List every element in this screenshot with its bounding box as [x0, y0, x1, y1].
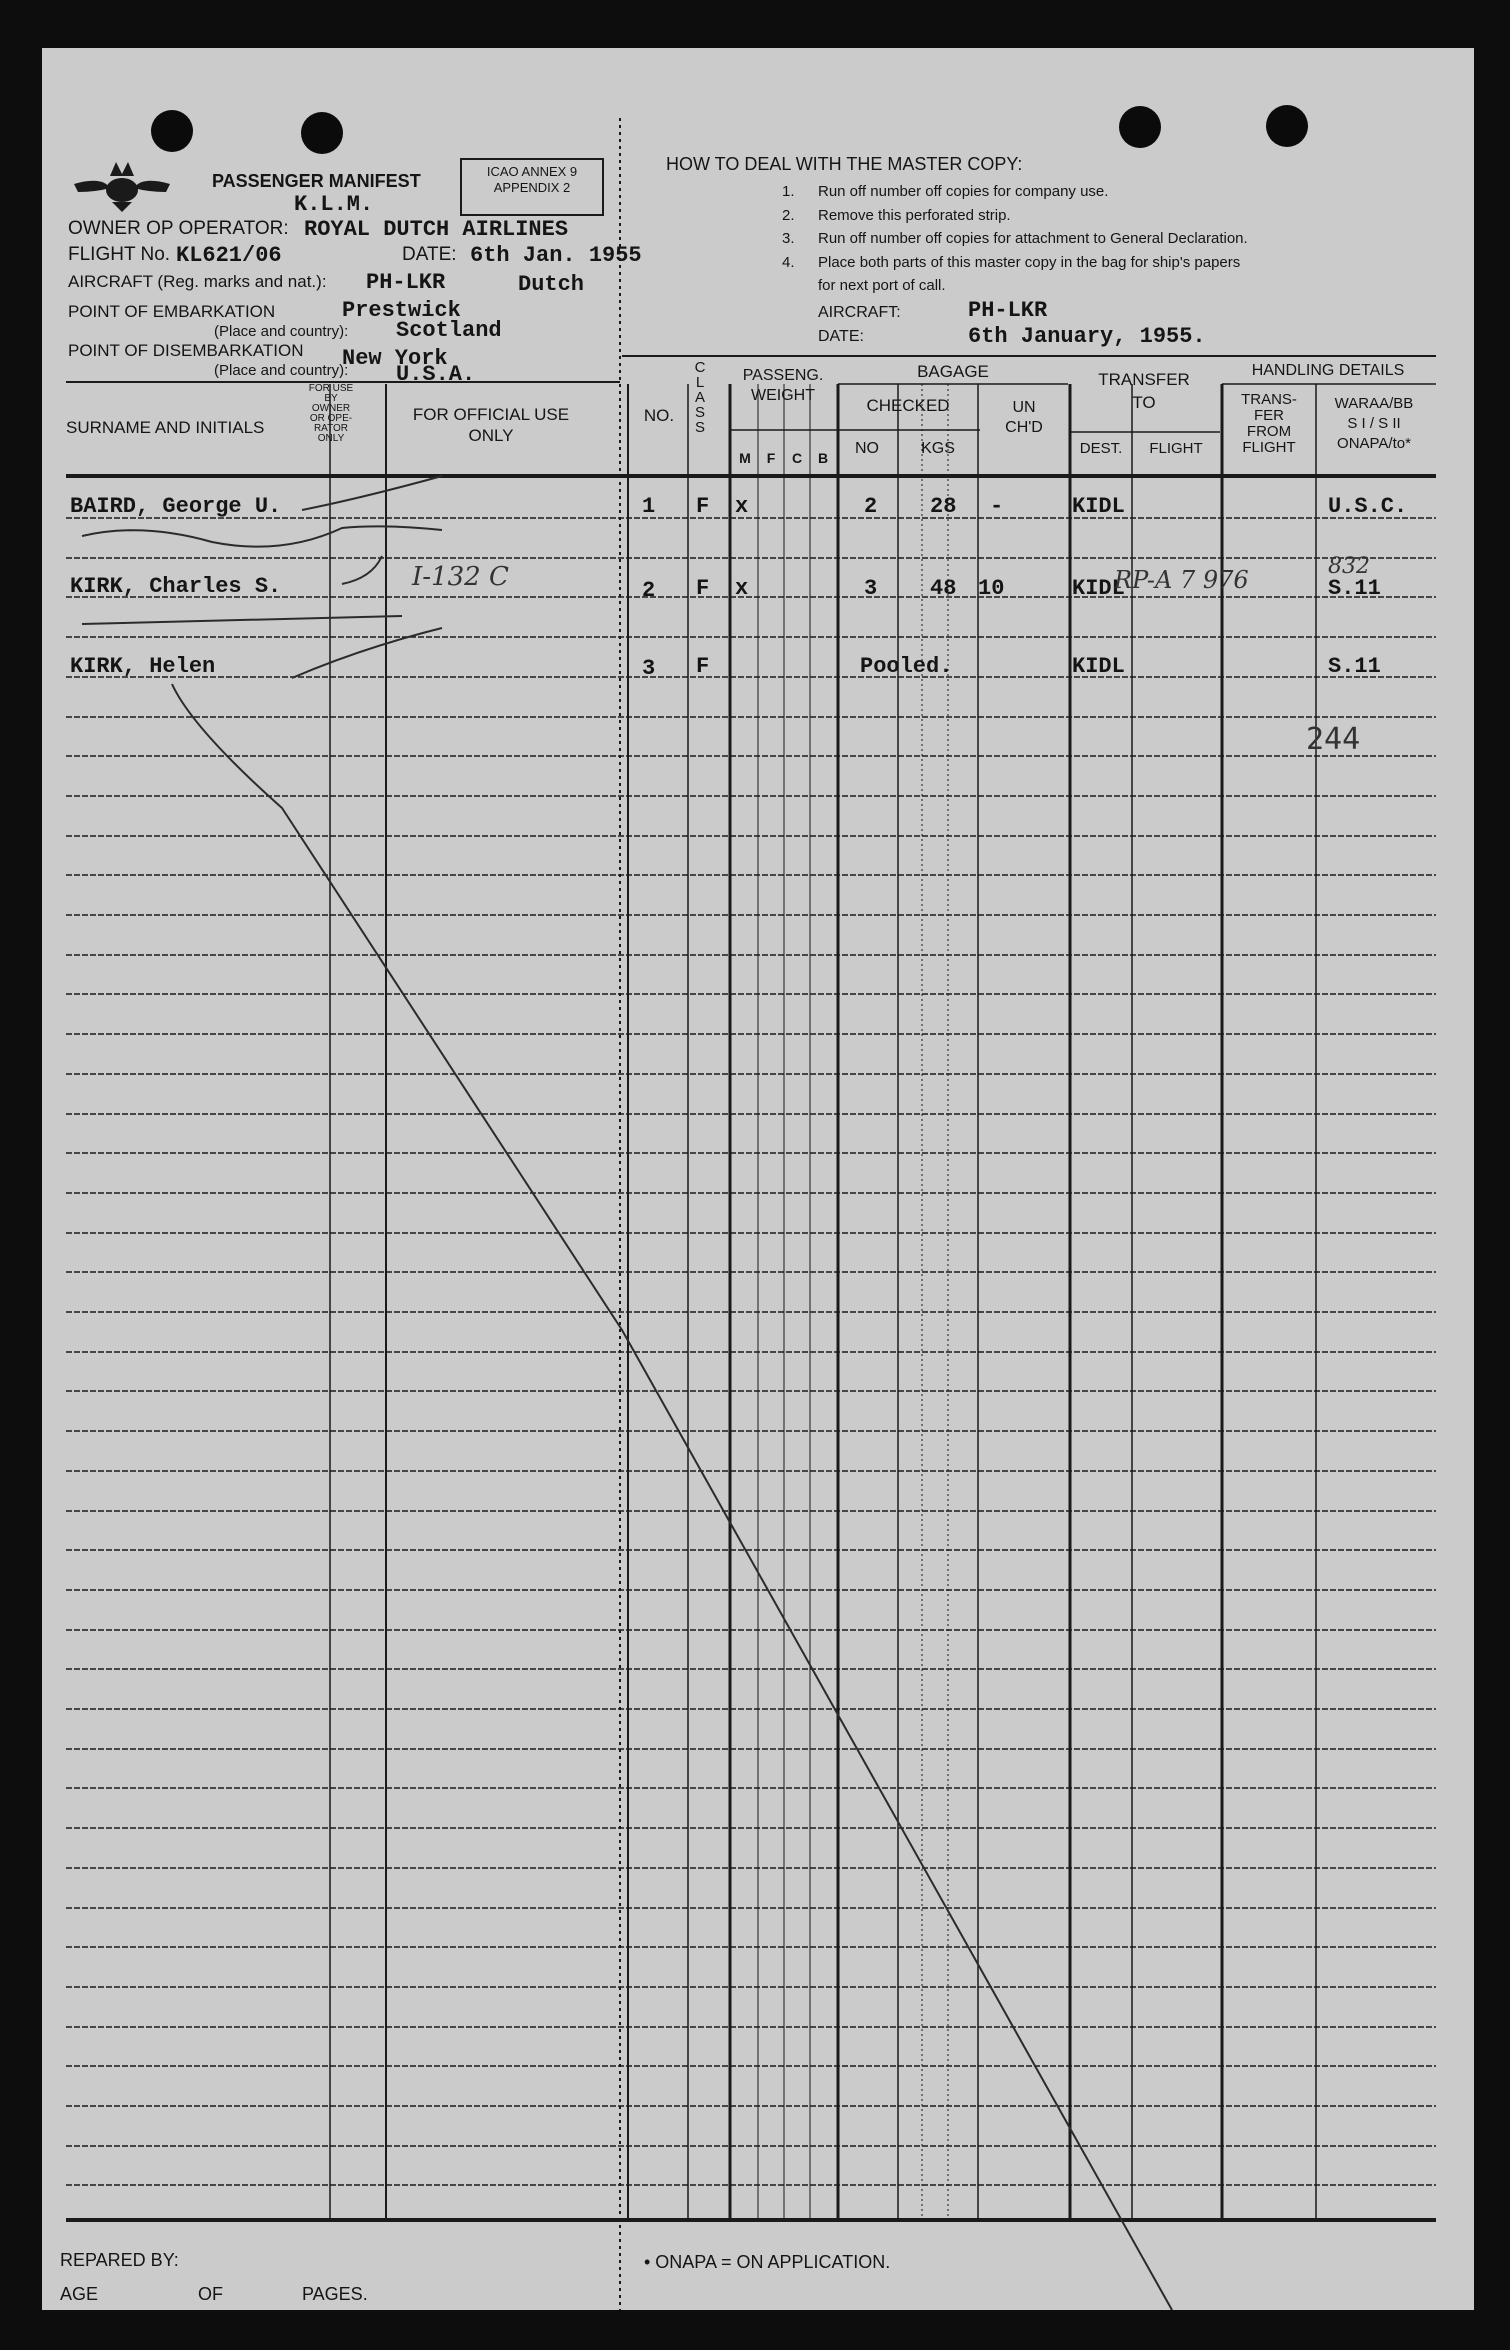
row1-name: BAIRD, George U. [70, 494, 282, 519]
col-waraa: WARAA/BB S I / S II ONAPA/to* [1334, 395, 1414, 452]
embark-value: Prestwick [342, 298, 461, 323]
pencil-check-mark [342, 556, 382, 584]
row3-name: KIRK, Helen [70, 654, 216, 679]
embark-label: POINT OF EMBARKATION [68, 302, 276, 321]
row1-weight: x [735, 494, 749, 519]
row1-kgs: 28 [930, 494, 957, 519]
instruction-item: 4. Place both parts of this master copy in the bag for ship's papers [782, 253, 1241, 271]
icao-box: ICAO ANNEX 9 APPENDIX 2 [460, 158, 604, 216]
col-bagage: BAGAGE [917, 362, 989, 381]
instr-aircraft-value: PH-LKR [968, 298, 1048, 323]
manifest-title: PASSENGER MANIFEST [212, 171, 421, 191]
instr-date-label: DATE: [818, 328, 864, 345]
col-passeng-weight: PASSENG. WEIGHT [742, 367, 824, 404]
row2-handling-top: 832 [1328, 554, 1370, 579]
row2-no: 2 [642, 578, 656, 603]
pencil-check-mark [302, 476, 442, 510]
date-label: DATE: [402, 244, 457, 265]
pencil-underline [82, 526, 442, 546]
row3-dest: KIDL [1072, 654, 1125, 679]
col-unchd: UN CH'D [1005, 399, 1043, 436]
row2-weight: x [735, 576, 749, 601]
place-country-label-2: (Place and country): [214, 362, 349, 379]
airline-abbrev: K.L.M. [294, 192, 374, 217]
row2-class: F [696, 576, 710, 601]
col-flight: FLIGHT [1149, 440, 1203, 457]
prepared-by: REPARED BY: [60, 2250, 179, 2270]
instructions-title: HOW TO DEAL WITH THE MASTER COPY: [666, 154, 1023, 174]
row2-kgs: 48 [930, 576, 957, 601]
col-for-use: FOR USE BY OWNER OR OPE- RATOR ONLY [308, 383, 354, 444]
row3-handling: S.11 [1328, 654, 1381, 679]
instr-aircraft-label: AIRCRAFT: [818, 304, 901, 321]
owner-value: ROYAL DUTCH AIRLINES [304, 217, 569, 242]
row1-no: 1 [642, 494, 656, 519]
pencil-underline [82, 616, 402, 624]
col-dest: DEST. [1079, 440, 1123, 457]
col-checked-no: NO [855, 440, 879, 457]
flight-value: KL621/06 [176, 243, 282, 268]
date-value: 6th Jan. 1955 [470, 243, 642, 268]
pencil-check-mark [292, 628, 442, 678]
col-surname: SURNAME AND INITIALS [66, 418, 265, 437]
of-label: OF [198, 2284, 223, 2304]
col-no: NO. [643, 406, 675, 425]
row3-no: 3 [642, 656, 656, 681]
row2-official: I-132 C [412, 562, 509, 592]
instruction-item-cont: for next port of call. [818, 277, 946, 294]
disembark-label: POINT OF DISEMBARKATION [68, 341, 304, 360]
col-handling: HANDLING DETAILS [1251, 362, 1405, 379]
row1-bag-no: 2 [864, 494, 878, 519]
row1-class: F [696, 494, 710, 519]
row3-class: F [696, 654, 710, 679]
row2-handling: S.11 [1328, 576, 1381, 601]
col-transfer: TRANSFER TO [1098, 370, 1190, 412]
instructions-list [782, 180, 1442, 298]
col-weight-sub: M F C B [739, 450, 829, 466]
col-transfer-from: TRANS- FER FROM FLIGHT [1241, 391, 1297, 456]
aircraft-reg: PH-LKR [366, 270, 446, 295]
row2-dest: KIDL [1072, 576, 1125, 601]
row2-bag-no: 3 [864, 576, 878, 601]
row1-handling: U.S.C. [1328, 494, 1408, 519]
aircraft-label: AIRCRAFT (Reg. marks and nat.): [68, 272, 327, 291]
col-checked: CHECKED [866, 396, 950, 415]
row2-unchd: 10 [978, 576, 1005, 601]
owner-label: OWNER OP OPERATOR: [68, 218, 289, 239]
pages-label: PAGES. [302, 2284, 368, 2304]
col-checked-kgs: KGS [921, 440, 955, 457]
klm-crown-logo [72, 158, 172, 218]
row1-dest: KIDL [1072, 494, 1125, 519]
row3-pooled: Pooled. [860, 654, 953, 679]
instruction-item: 1. Run off number off copies for company use. [782, 183, 1109, 200]
row1-unchd: - [990, 494, 1004, 519]
place-country-label: (Place and country): [214, 323, 349, 340]
flight-label: FLIGHT No. [68, 244, 171, 265]
col-official: FOR OFFICIAL USE ONLY [412, 405, 570, 445]
instr-date-value: 6th January, 1955. [968, 324, 1206, 349]
extra-number: 244 [1306, 722, 1361, 757]
row2-name: KIRK, Charles S. [70, 574, 282, 599]
aircraft-nat: Dutch [518, 272, 585, 297]
instruction-item: 2. Remove this perforated strip. [782, 206, 1011, 224]
disembark-value: New York [342, 346, 448, 371]
disembark-country: U.S.A. [396, 362, 476, 387]
instruction-item: 3. Run off number off copies for attachment to General Declaration. [782, 230, 1248, 247]
onapa-note: • ONAPA = ON APPLICATION. [644, 2252, 891, 2272]
page-label: AGE [60, 2284, 99, 2304]
row2-flight: RP-A 7 976 [1114, 566, 1249, 594]
embark-country: Scotland [396, 318, 502, 343]
manifest-page [42, 48, 1474, 2310]
col-class: C L A S S [694, 359, 706, 436]
